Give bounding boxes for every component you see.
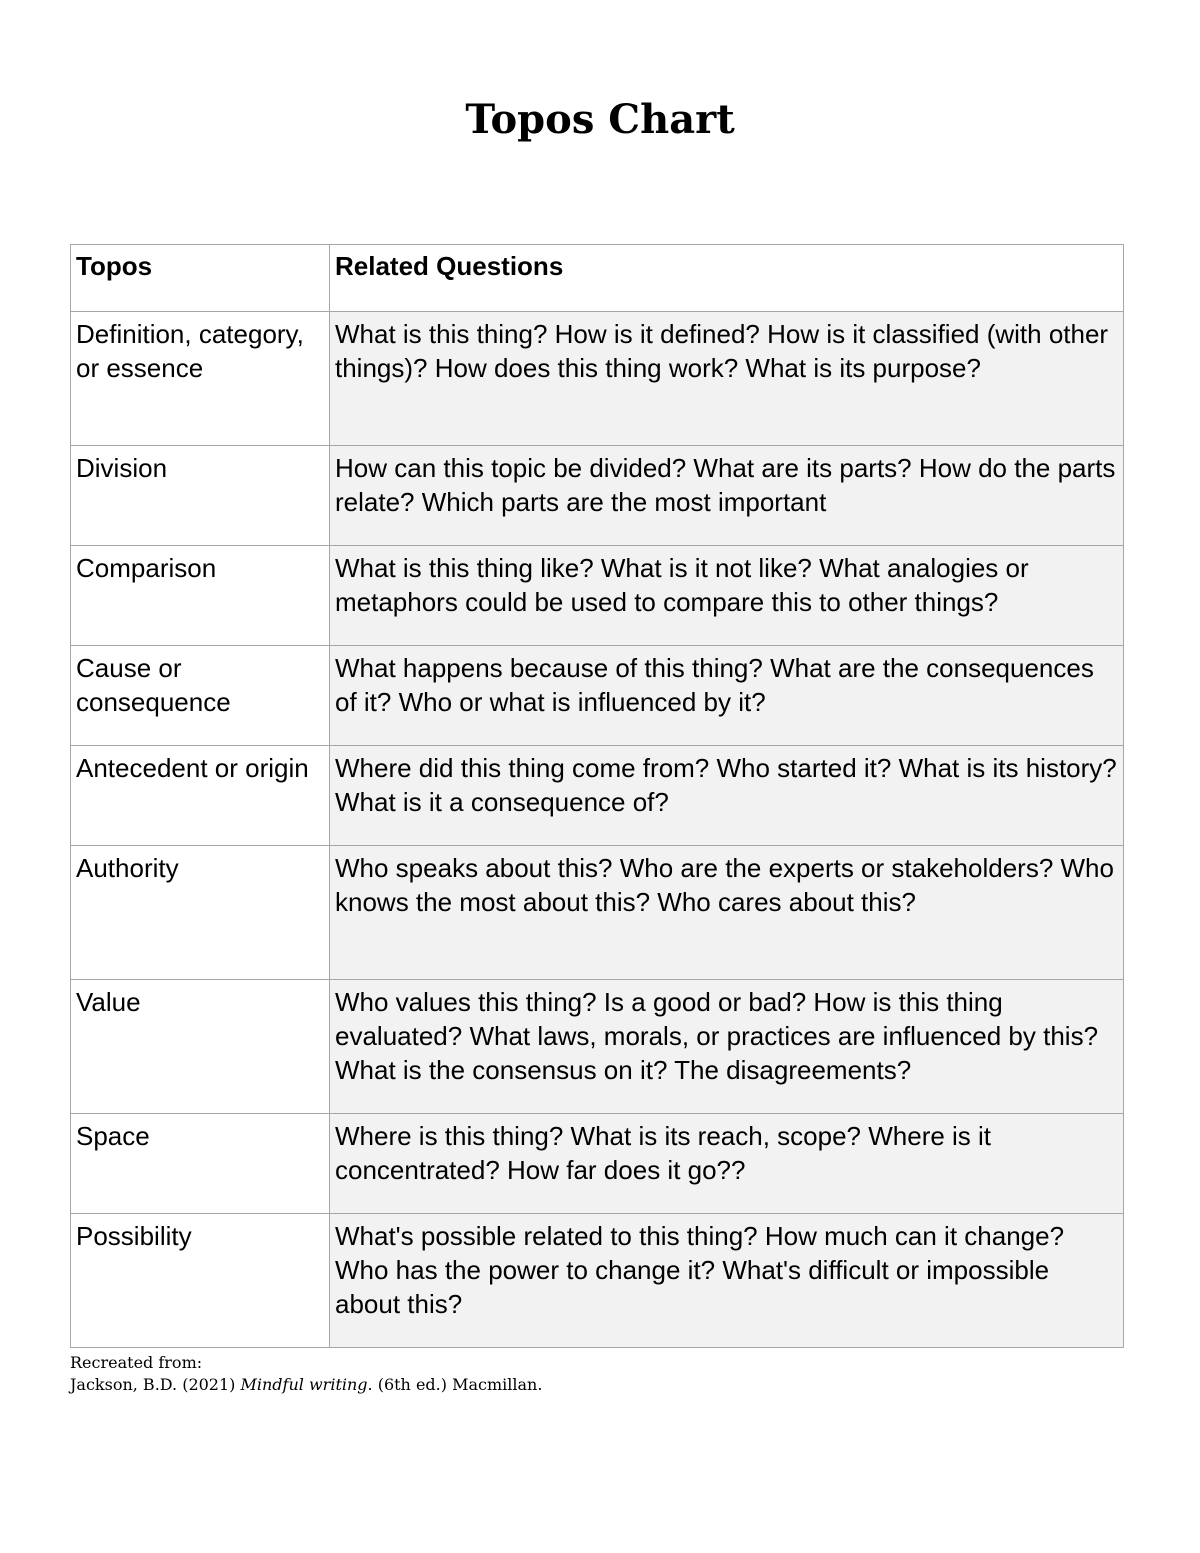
questions-cell: What is this thing like? What is it not like? What analogies or metaphors could be used to compare this to other things?	[330, 546, 1124, 646]
table-row	[71, 846, 1124, 980]
questions-cell: What is this thing? How is it defined? How is it classified (with other things)? How does this thing work? What is its purpose?	[330, 312, 1124, 446]
citation-book-title: Mindful writing	[240, 1375, 368, 1394]
page-title: Topos Chart	[465, 96, 735, 143]
topos-cell: Division	[71, 446, 330, 546]
topos-table	[70, 244, 1124, 1348]
topos-cell: Cause or consequence	[71, 646, 330, 746]
header-topos: Topos	[71, 245, 330, 312]
questions-cell: What's possible related to this thing? How much can it change? Who has the power to change it? What's difficult or impossible about this?	[330, 1214, 1124, 1348]
header-related-questions: Related Questions	[330, 245, 1124, 312]
questions-cell: Who values this thing? Is a good or bad? How is this thing evaluated? What laws, morals, or practices are influenced by this? What is the consensus on it? The disagreements?	[330, 980, 1124, 1114]
table-row	[71, 646, 1124, 746]
topos-cell: Value	[71, 980, 330, 1114]
topos-cell: Antecedent or origin	[71, 746, 330, 846]
questions-cell: Who speaks about this? Who are the experts or stakeholders? Who knows the most about this? Who cares about this?	[330, 846, 1124, 980]
table-header-row	[71, 245, 1124, 312]
citation-intro: Recreated from:	[70, 1353, 203, 1372]
table-row	[71, 746, 1124, 846]
questions-cell: Where is this thing? What is its reach, scope? Where is it concentrated? How far does it go??	[330, 1114, 1124, 1214]
questions-cell: How can this topic be divided? What are its parts? How do the parts relate? Which parts are the most important	[330, 446, 1124, 546]
questions-cell: What happens because of this thing? What are the consequences of it? Who or what is influenced by it?	[330, 646, 1124, 746]
topos-cell: Authority	[71, 846, 330, 980]
citation-edition-publisher: . (6th ed.) Macmillan.	[367, 1375, 543, 1394]
table-row	[71, 1214, 1124, 1348]
citation-author: Jackson, B.D. (2021)	[70, 1375, 236, 1394]
topos-cell: Definition, category, or essence	[71, 312, 330, 446]
topos-cell: Comparison	[71, 546, 330, 646]
citation-reference	[70, 1374, 542, 1396]
table-row	[71, 980, 1124, 1114]
topos-cell: Possibility	[71, 1214, 330, 1348]
table-row	[71, 312, 1124, 446]
table-row	[71, 446, 1124, 546]
questions-cell: Where did this thing come from? Who started it? What is its history? What is it a consequence of?	[330, 746, 1124, 846]
topos-cell: Space	[71, 1114, 330, 1214]
citation-footer	[70, 1352, 542, 1396]
table-row	[71, 1114, 1124, 1214]
table-row	[71, 546, 1124, 646]
